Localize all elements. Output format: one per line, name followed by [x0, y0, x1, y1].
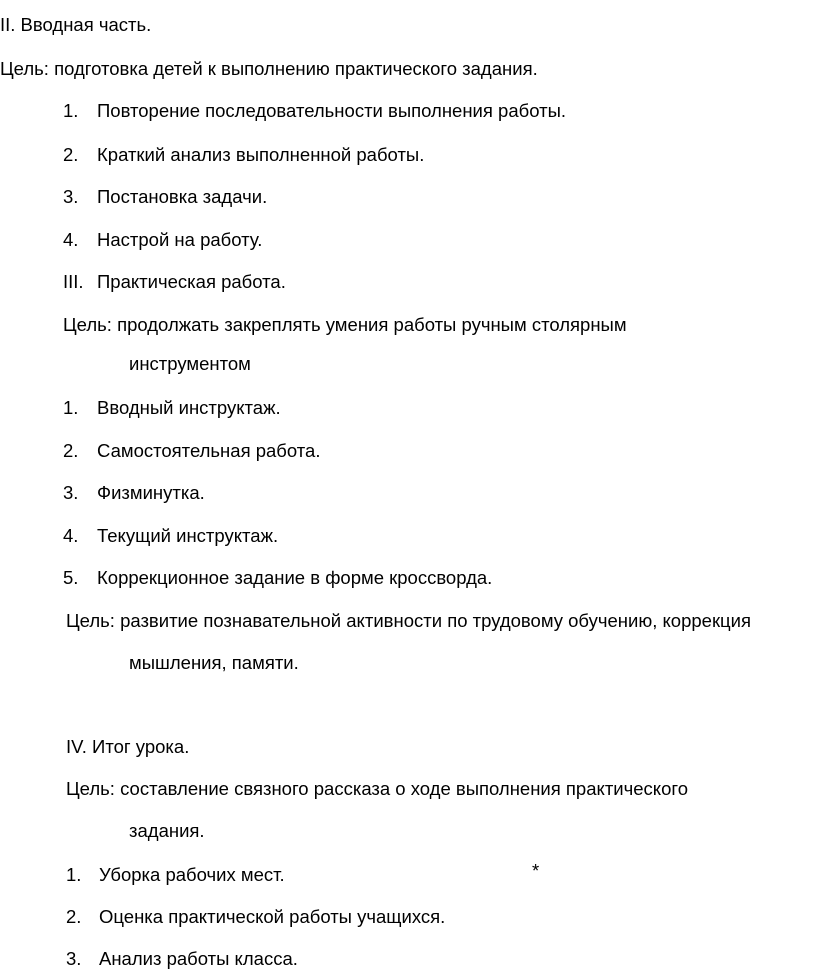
- section-4-goal-continuation: задания.: [129, 820, 205, 841]
- list-item-text: Физминутка.: [97, 482, 205, 503]
- section-3-goal-continuation: инструментом: [129, 353, 251, 374]
- list-item-text: Текущий инструктаж.: [97, 525, 279, 546]
- list-item-number: 3.: [63, 186, 79, 207]
- section-3-correction-goal-continuation: мышления, памяти.: [129, 652, 299, 673]
- section-3-correction-goal: Цель: развитие познавательной активности по трудовому обучению, коррекция: [66, 610, 751, 631]
- list-item-text: Оценка практической работы учащихся.: [99, 906, 446, 927]
- section-3-title: Практическая работа.: [97, 271, 286, 292]
- list-item-number: 5.: [63, 567, 79, 588]
- list-item-number: 2.: [63, 440, 79, 461]
- asterisk-mark: *: [532, 860, 540, 881]
- list-item-number: 4.: [63, 229, 79, 250]
- list-item-text: Вводный инструктаж.: [97, 397, 281, 418]
- list-item-number: 1.: [63, 100, 79, 121]
- list-item-number: 1.: [63, 397, 79, 418]
- list-item-number: 2.: [63, 144, 79, 165]
- section-4-heading: IV. Итог урока.: [66, 736, 190, 757]
- section-4-goal: Цель: составление связного рассказа о ходе выполнения практического: [66, 778, 689, 799]
- list-item-text: Повторение последовательности выполнения работы.: [97, 100, 567, 121]
- list-item-text: Уборка рабочих мест.: [99, 864, 285, 885]
- list-item-number: 1.: [66, 864, 82, 885]
- section-3-goal: Цель: продолжать закреплять умения работы ручным столярным: [63, 314, 627, 335]
- list-item-number: 3.: [63, 482, 79, 503]
- list-item-number: 2.: [66, 906, 82, 927]
- list-item-text: Коррекционное задание в форме кроссворда.: [97, 567, 493, 588]
- list-item-text: Настрой на работу.: [97, 229, 263, 250]
- section-3-number: III.: [63, 271, 84, 292]
- list-item-number: 4.: [63, 525, 79, 546]
- section-2-heading: II. Вводная часть.: [0, 14, 152, 35]
- list-item-text: Краткий анализ выполненной работы.: [97, 144, 425, 165]
- section-2-goal: Цель: подготовка детей к выполнению практического задания.: [0, 58, 538, 79]
- list-item-number: 3.: [66, 948, 82, 969]
- list-item-text: Самостоятельная работа.: [97, 440, 321, 461]
- list-item-text: Анализ работы класса.: [99, 948, 298, 969]
- list-item-text: Постановка задачи.: [97, 186, 268, 207]
